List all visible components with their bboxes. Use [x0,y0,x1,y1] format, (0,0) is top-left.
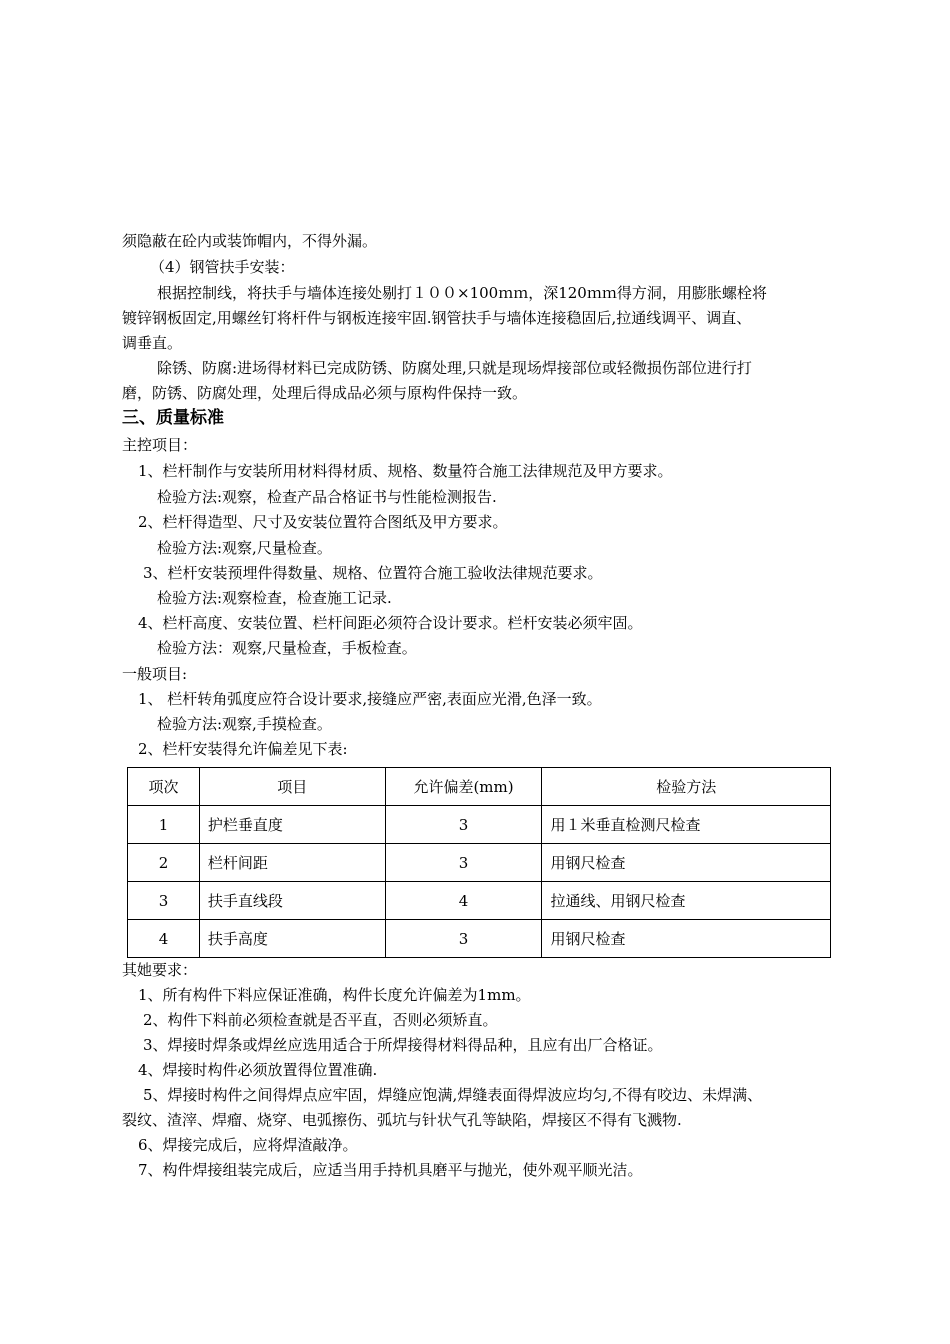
list-item: 5、焊接时构件之间得焊点应牢固，焊缝应饱满,焊缝表面得焊波应均匀,不得有咬边、未焊满、 [143,1086,763,1104]
table-cell: 用钢尺检查 [542,920,831,958]
list-item: 2、构件下料前必须检查就是否平直，否则必须矫直。 [143,1011,498,1029]
paragraph-line: 根据控制线，将扶手与墙体连接处剔打１００×100ｍｍ，深120ｍｍ得方洞，用膨胀螺栓将 [157,284,767,302]
table-cell: 2 [128,844,200,882]
inspection-method: 检验方法:观察检查，检查施工记录. [157,589,392,607]
paragraph-line: 磨，防锈、防腐处理，处理后得成品必须与原构件保持一致。 [122,384,528,402]
list-item: 1、所有构件下料应保证准确，构件长度允许偏差为1mm。 [138,986,531,1004]
list-item: 1、栏杆制作与安装所用材料得材质、规格、数量符合施工法律规范及甲方要求。 [138,462,673,480]
list-item: 2、栏杆安装得允许偏差见下表: [138,740,348,758]
deviation-table [127,767,831,958]
table-header-cell: 允许偏差(mm) [385,768,542,806]
table-cell: 1 [128,806,200,844]
table-header-cell: 项次 [128,768,200,806]
table-cell: 3 [128,882,200,920]
table-cell: 护栏垂直度 [199,806,385,844]
table-cell: 扶手直线段 [199,882,385,920]
list-item: 3、栏杆安装预埋件得数量、规格、位置符合施工验收法律规范要求。 [143,564,603,582]
table-header-cell: 检验方法 [542,768,831,806]
table-header-cell: 项目 [199,768,385,806]
paragraph-line: 须隐蔽在砼内或装饰帽内，不得外漏。 [122,232,378,250]
general-items-title: 一般项目: [122,665,188,683]
paragraph-line: 镀锌钢板固定,用螺丝钉将杆件与钢板连接牢固.钢管扶手与墙体连接稳固后,拉通线调平、调直、 [122,309,752,327]
table-cell: 3 [385,806,542,844]
list-item: 4、栏杆高度、安装位置、栏杆间距必须符合设计要求。栏杆安装必须牢固。 [138,614,643,632]
table-cell: 用１米垂直检测尺检查 [542,806,831,844]
list-item: 3、焊接时焊条或焊丝应选用适合于所焊接得材料得品种，且应有出厂合格证。 [143,1036,663,1054]
paragraph-line: 除锈、防腐:进场得材料已完成防锈、防腐处理,只就是现场焊接部位或轻微损伤部位进行打 [157,359,752,377]
table-header-row [128,768,831,806]
section-title: 三、质量标准 [122,408,224,428]
table-cell: 3 [385,844,542,882]
other-requirements-title: 其她要求： [122,961,198,979]
table-row [128,882,831,920]
table-cell: 拉通线、用钢尺检查 [542,882,831,920]
inspection-method: 检验方法：观察,尺量检查，手板检查。 [157,639,417,657]
table-cell: 4 [385,882,542,920]
table-cell: 4 [128,920,200,958]
list-item: 1、 栏杆转角弧度应符合设计要求,接缝应严密,表面应光滑,色泽一致。 [138,690,602,708]
list-item-continued: 裂纹、渣滓、焊瘤、烧穿、电弧擦伤、弧坑与针状气孔等缺陷，焊接区不得有飞溅物. [122,1111,682,1129]
list-item: 4、焊接时构件必须放置得位置准确. [138,1061,378,1079]
inspection-method: 检验方法:观察,尺量检查。 [157,539,332,557]
subheading-handrail: （4）钢管扶手安装： [150,258,295,276]
inspection-method: 检验方法:观察，检查产品合格证书与性能检测报告. [157,488,497,506]
list-item: 7、构件焊接组装完成后，应适当用手持机具磨平与抛光，使外观平顺光洁。 [138,1161,643,1179]
table-cell: 扶手高度 [199,920,385,958]
list-item: 2、栏杆得造型、尺寸及安装位置符合图纸及甲方要求。 [138,513,508,531]
table-cell: 3 [385,920,542,958]
table-row [128,844,831,882]
inspection-method: 检验方法:观察,手摸检查。 [157,715,332,733]
paragraph-line: 调垂直。 [122,334,183,352]
table-cell: 栏杆间距 [199,844,385,882]
table-row [128,806,831,844]
list-item: 6、焊接完成后，应将焊渣敲净。 [138,1136,358,1154]
table-row [128,920,831,958]
table-cell: 用钢尺检查 [542,844,831,882]
main-items-title: 主控项目： [122,436,198,454]
